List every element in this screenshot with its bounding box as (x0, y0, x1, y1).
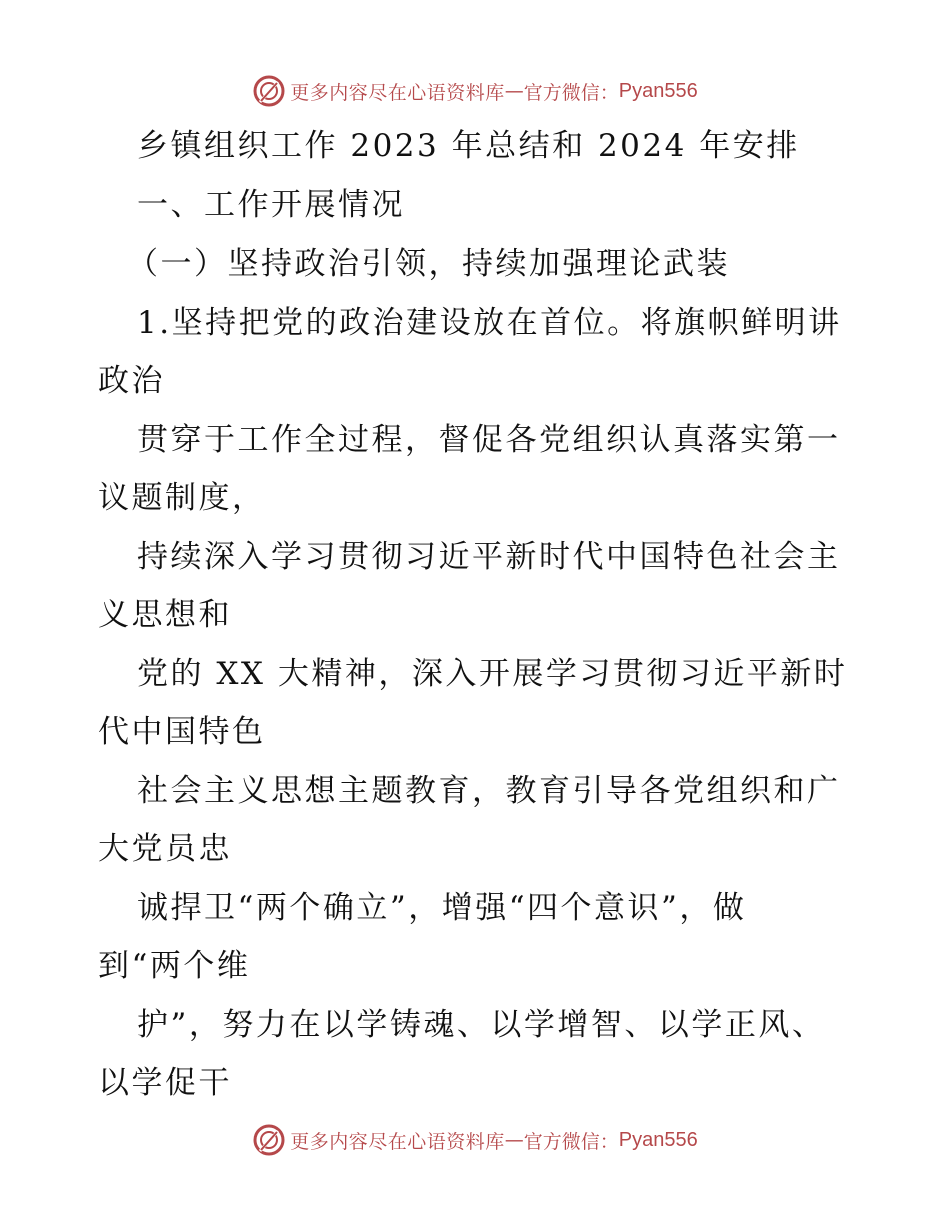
section-heading: 一、工作开展情况 (137, 187, 405, 223)
watermark-wechat-label: 官方微信： (523, 81, 619, 104)
watermark-text: 更多内容尽在心语资料库 (290, 1130, 505, 1153)
watermark-banner-bottom (0, 1120, 950, 1160)
paragraph-line: 大党员忠 (98, 831, 232, 867)
paragraph-line: 护”，努力在以学铸魂、以学增智、以学正风、 (137, 1007, 826, 1043)
red-seal-logo-icon (252, 1123, 286, 1157)
watermark-wechat-label: 官方微信： (523, 1130, 619, 1153)
paragraph-line: 代中国特色 (98, 714, 266, 750)
paragraph-line: 贯穿于工作全过程，督促各党组织认真落实第一 (137, 422, 841, 458)
watermark-separator: — (504, 1129, 524, 1151)
document-title: 乡镇组织工作 2023 年总结和 2024 年安排 (137, 128, 800, 164)
watermark-text: 更多内容尽在心语资料库 (290, 81, 505, 104)
paragraph-line: 党的 XX 大精神，深入开展学习贯彻习近平新时 (137, 656, 848, 692)
watermark-banner-top (0, 71, 950, 111)
paragraph-line: 议题制度， (98, 480, 266, 516)
paragraph-line: 诚捍卫“两个确立”，增强“四个意识”，做 (137, 890, 747, 926)
subsection-heading: （一）坚持政治引领，持续加强理论武装 (127, 246, 730, 282)
watermark-separator: — (504, 80, 524, 102)
watermark-wechat-id: Pyan556 (618, 79, 698, 102)
paragraph-line: 1.坚持把党的政治建设放在首位。将旗帜鲜明讲 (137, 305, 842, 341)
red-seal-logo-icon (252, 74, 286, 108)
paragraph-line: 以学促干 (98, 1065, 232, 1101)
paragraph-line: 持续深入学习贯彻习近平新时代中国特色社会主 (137, 539, 841, 575)
paragraph-line: 社会主义思想主题教育，教育引导各党组织和广 (137, 773, 841, 809)
paragraph-line: 政治 (98, 363, 165, 399)
paragraph-line: 到“两个维 (98, 948, 251, 984)
watermark-wechat-id: Pyan556 (618, 1128, 698, 1151)
paragraph-line: 义思想和 (98, 597, 232, 633)
